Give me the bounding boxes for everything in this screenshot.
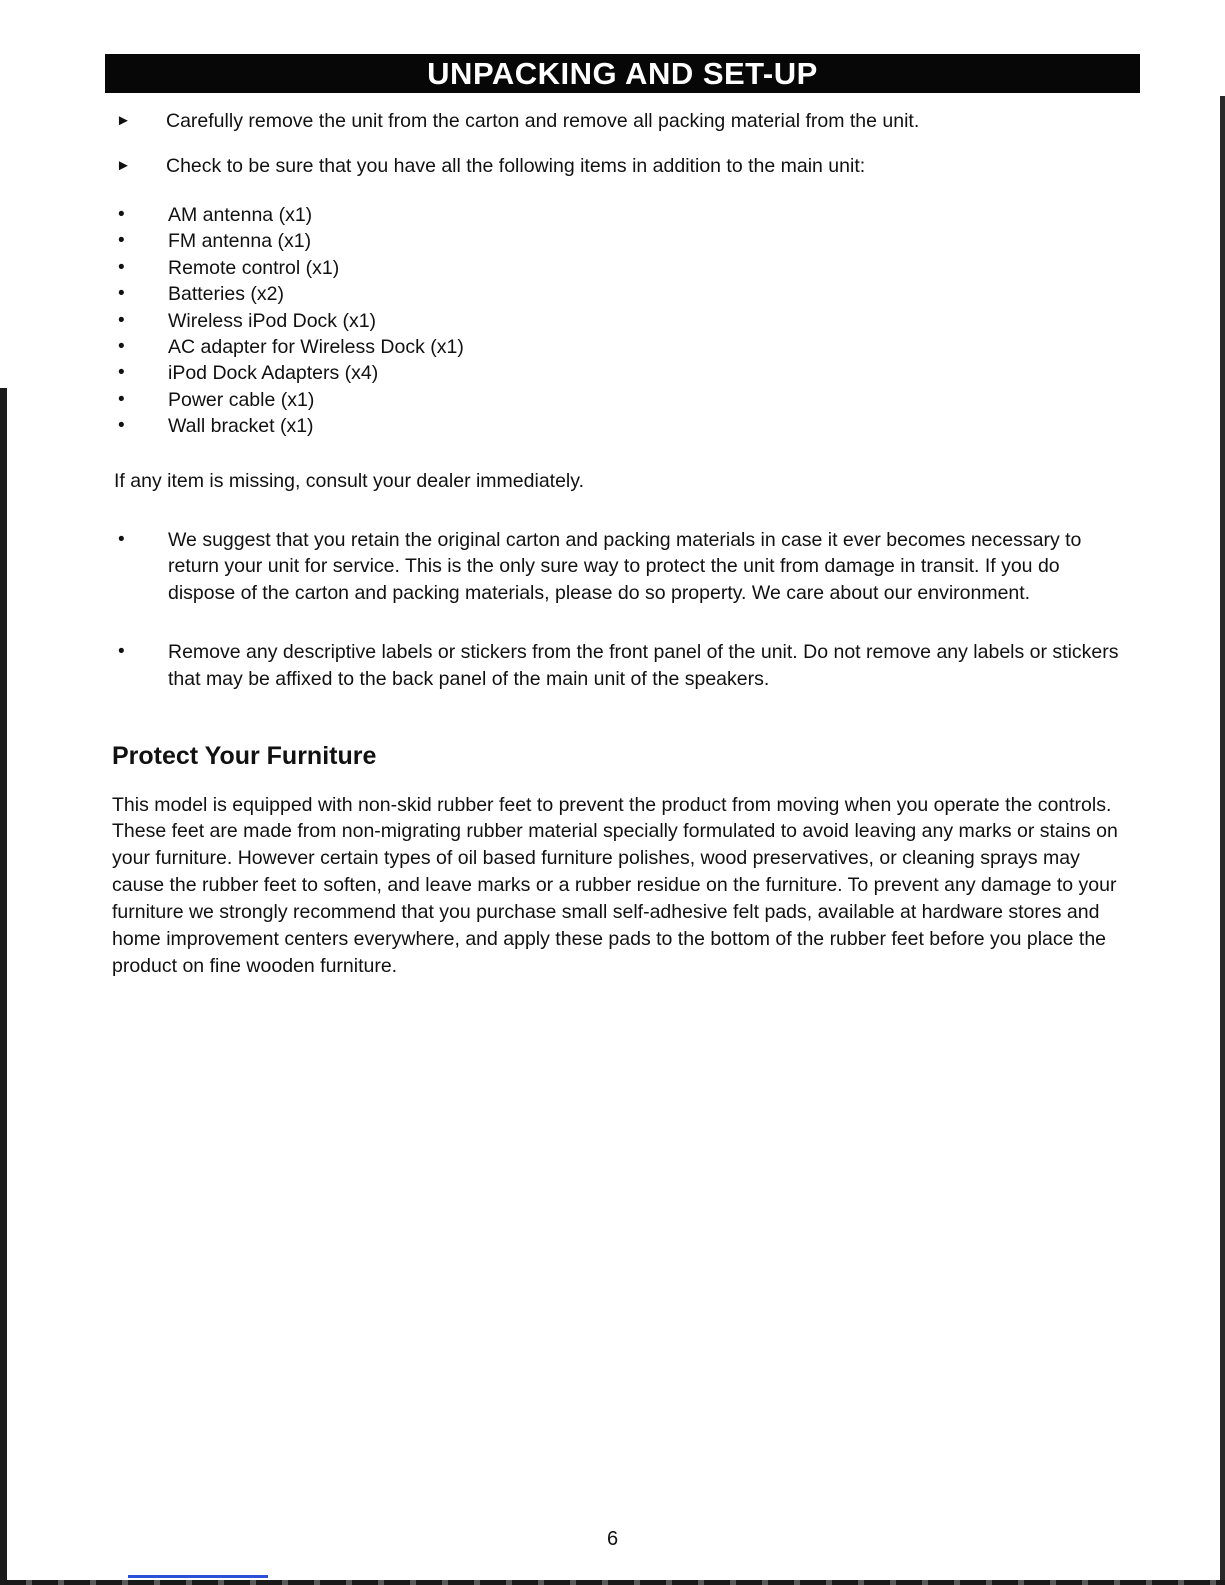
list-item [110,308,1125,334]
instruction-item [110,108,1125,135]
dot-bullet-icon: • [118,415,125,437]
instruction-text: Check to be sure that you have all the following items in addition to the main unit: [166,154,866,177]
dot-bullet-icon: • [118,203,125,225]
list-item [110,360,1125,386]
section-title-bar [105,54,1140,93]
note-item [110,527,1125,608]
list-item [110,334,1125,360]
list-item-text: Wall bracket (x1) [168,415,314,438]
list-item [110,228,1125,254]
note-text: We suggest that you retain the original carton and packing materials in case it ever becomes necessary to return your unit for service. This is the only sure way to protect the unit from damage in transit. If you do dispose of the carton and packing materials, please do so property. We care about our environment. [168,528,1082,605]
dot-bullet-icon: • [118,283,125,305]
included-items-list [110,202,1125,440]
list-item-text: FM antenna (x1) [168,230,312,253]
list-item-text: AM antenna (x1) [168,203,313,226]
missing-item-note: If any item is missing, consult your dealer immediately. [114,469,584,492]
list-item-text: Wireless iPod Dock (x1) [168,309,377,332]
page-title: UNPACKING AND SET-UP [427,55,818,91]
list-item [110,281,1125,307]
dot-bullet-icon: • [118,641,125,663]
list-item [110,413,1125,439]
list-item-text: AC adapter for Wireless Dock (x1) [168,335,464,358]
arrow-bullet-icon: ► [116,156,131,174]
list-item [110,255,1125,281]
list-item [110,387,1125,413]
dot-bullet-icon: • [118,362,125,384]
furniture-section-heading: Protect Your Furniture [112,742,377,771]
list-item-text: Remote control (x1) [168,256,340,279]
list-item-text: iPod Dock Adapters (x4) [168,362,379,385]
list-item-text: Power cable (x1) [168,388,315,411]
scan-artifact-right-edge [1220,96,1225,1585]
note-text: Remove any descriptive labels or stickers from the front panel of the unit. Do not remove any labels or stickers that may be affixed to the back panel of the main unit of the speakers. [168,641,1119,691]
instruction-item [110,153,1125,180]
instruction-text: Carefully remove the unit from the carton and remove all packing material from the unit. [166,110,920,132]
list-item [110,202,1125,228]
scan-artifact-blue-line [128,1575,268,1578]
dot-bullet-icon: • [118,528,125,550]
dot-bullet-icon: • [118,256,125,278]
dot-bullet-icon: • [118,230,125,252]
dot-bullet-icon: • [118,309,125,331]
page-number: 6 [606,1528,619,1550]
page-content [110,108,1125,980]
dot-bullet-icon: • [118,388,125,410]
scan-artifact-left-edge [0,388,7,1585]
note-item [110,639,1125,693]
dot-bullet-icon: • [118,335,125,357]
scan-artifact-bottom-edge [0,1580,1225,1585]
list-item-text: Batteries (x2) [168,283,284,306]
arrow-bullet-icon: ► [116,112,131,129]
furniture-section-body: This model is equipped with non-skid rubber feet to prevent the product from moving when you operate the controls. These feet are made from non-migrating rubber material specially formulated to avoid leaving any marks or stains on your furniture. However certain types of oil based furniture polishes, wood preservatives, or cleaning sprays may cause the rubber feet to soften, and leave marks or a rubber residue on the furniture. To prevent any damage to your furniture we strongly recommend that you purchase small self-adhesive felt pads, available at hardware stores and home improvement centers everywhere, and apply these pads to the bottom of the rubber feet before you place the product on fine wooden furniture. [112,793,1118,977]
